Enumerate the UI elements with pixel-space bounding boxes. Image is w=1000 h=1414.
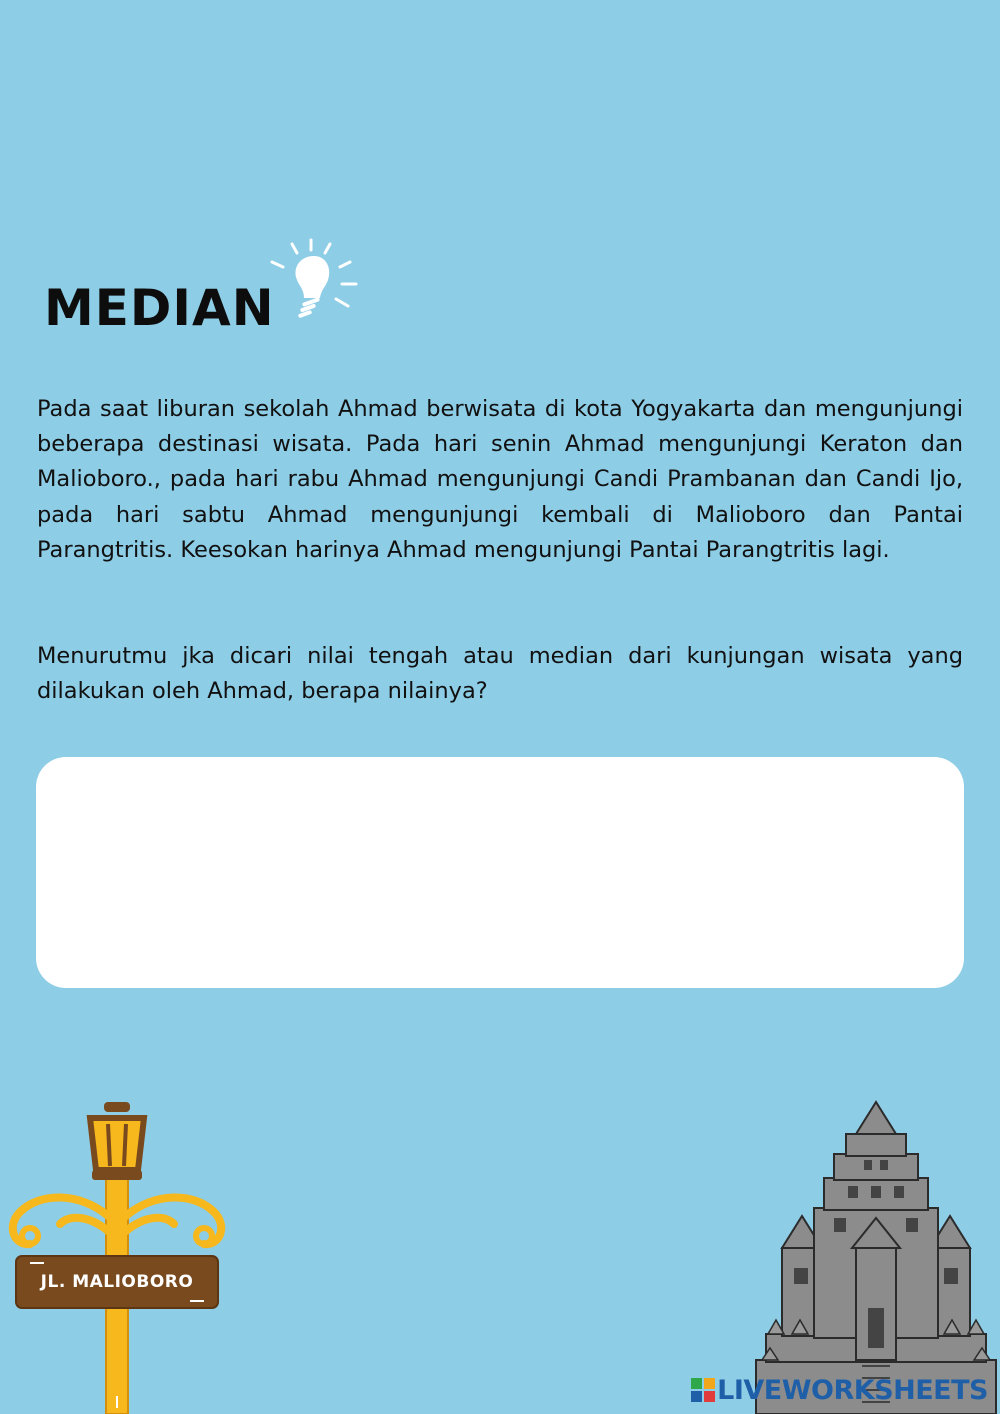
street-sign-label: JL. MALIOBORO bbox=[40, 1272, 194, 1292]
liveworksheets-logo bbox=[691, 1372, 988, 1408]
liveworksheets-mark-icon bbox=[691, 1378, 715, 1402]
answer-input[interactable] bbox=[36, 757, 964, 988]
page-title: MEDIAN bbox=[44, 279, 275, 337]
logo-text: LIVEWORKSHEETS bbox=[717, 1374, 988, 1406]
street-lamp-icon bbox=[0, 1096, 240, 1414]
temple-icon bbox=[752, 1098, 1000, 1414]
question-prompt: Menurutmu jka dicari nilai tengah atau median dari kunjungan wisata yang dilakukan oleh Ahmad, berapa nilainya? bbox=[37, 643, 963, 705]
lightbulb-icon bbox=[264, 236, 360, 326]
question-paragraph: Pada saat liburan sekolah Ahmad berwisata di kota Yogyakarta dan mengunjungi beberapa destinasi wisata. Pada hari senin Ahmad mengunjungi Keraton dan Malioboro., pada hari rabu Ahmad mengunjungi Candi Prambanan dan Candi Ijo, pada hari sabtu Ahmad mengunjungi kembali di Malioboro dan Pantai Parangtritis. Keesokan harinya Ahmad mengunjungi Pantai Parangtritis lagi. bbox=[37, 396, 963, 563]
